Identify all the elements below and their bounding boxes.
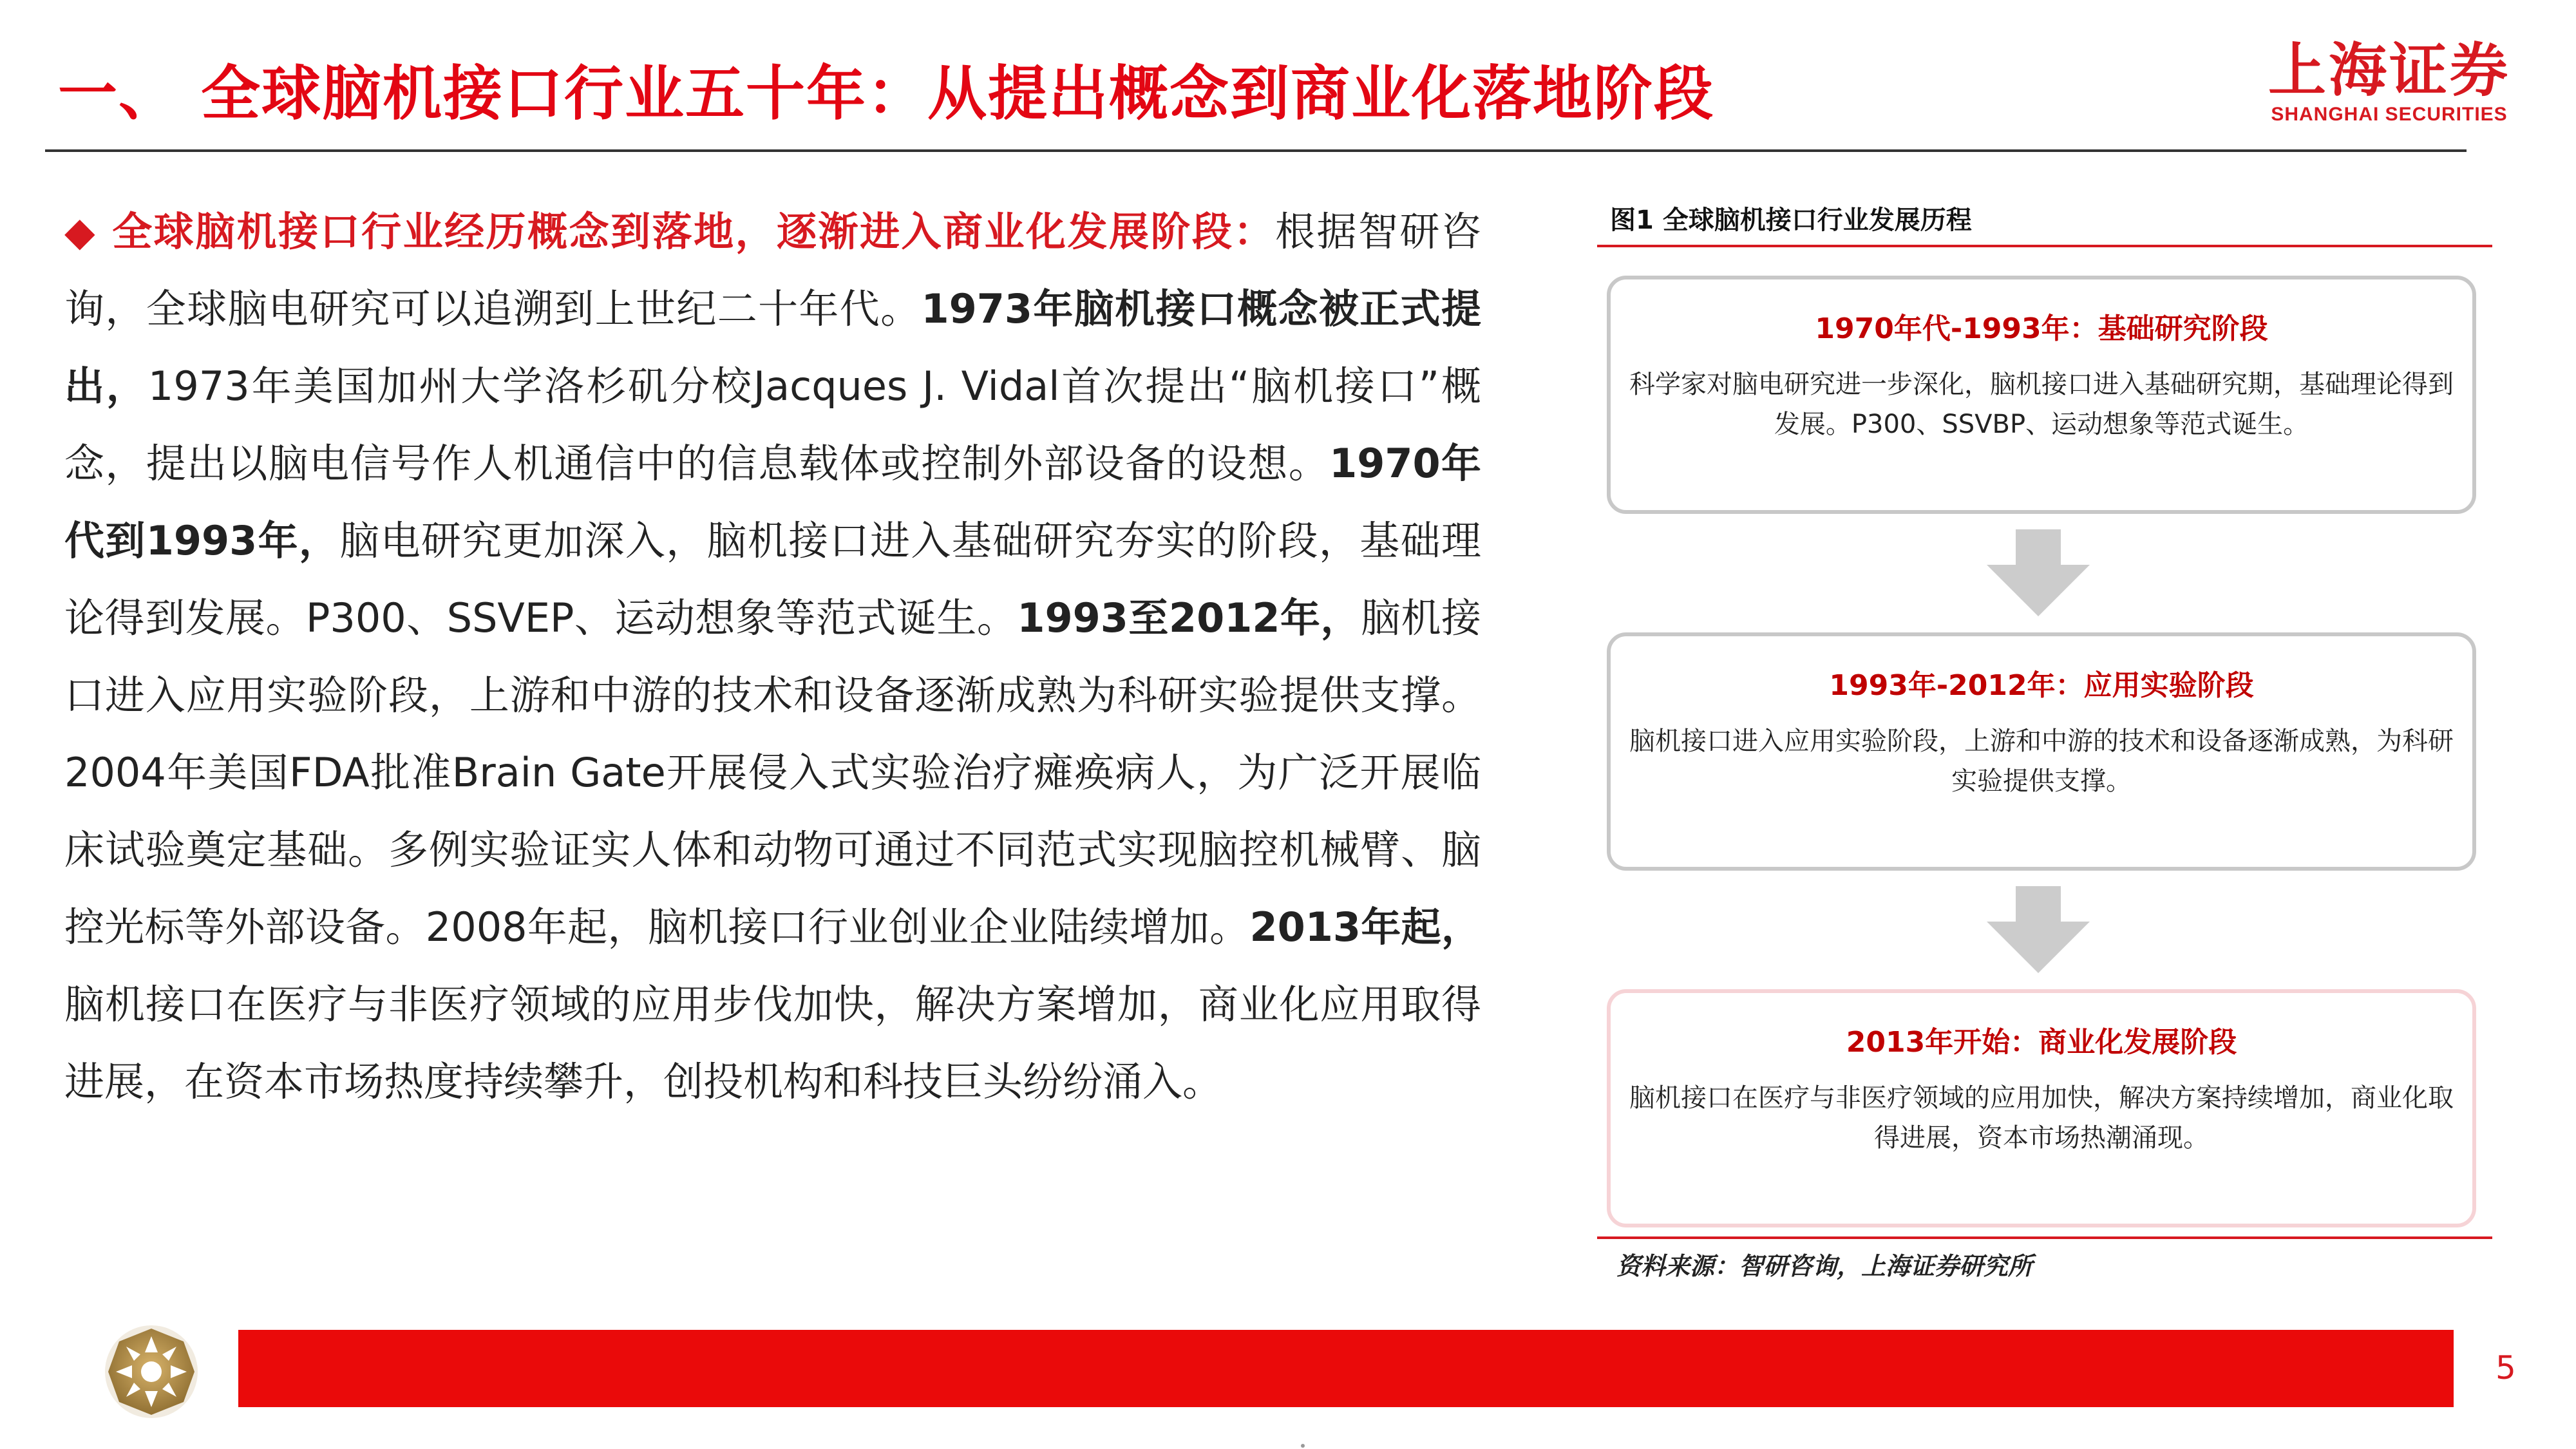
figure-top-rule <box>1597 245 2492 247</box>
diamond-bullet-icon: ◆ <box>64 208 97 255</box>
body-paragraph <box>64 193 1481 1121</box>
brand-logo <box>2267 39 2512 126</box>
down-arrow-icon <box>1987 886 2090 973</box>
down-arrow-icon <box>1987 529 2090 616</box>
stage-card-basic-research <box>1607 276 2476 514</box>
bold-segment-1973: 1973年脑机接口概念被正式提出， <box>64 285 1481 410</box>
stage-title: 1970年代-1993年：基础研究阶段 <box>1815 312 2268 345</box>
text-segment-4: 脑机接口进入应用实验阶段，上游和中游的技术和设备逐渐成熟为科研实验提供支撑。2004年美国FDA批准Brain Gate开展侵入式实验治疗瘫痪病人，为广泛开展临床试验奠定基础。多例实验证实人体和动物可通过不同范式实现脑控机械臂、脑控光标等外部设备。2008年起，脑机接口行业创业企业陆续增加。 <box>64 594 1481 951</box>
figure-title: 图1 全球脑机接口行业发展历程 <box>1610 205 1972 235</box>
decorative-dot <box>1301 1444 1305 1448</box>
text-segment-1: 根据智研咨询，全球脑电研究可以追溯到上世纪二十年代。 <box>64 208 1481 332</box>
lead-sentence: 全球脑机接口行业经历概念到落地，逐渐进入商业化发展阶段： <box>112 208 1276 255</box>
footer-red-band <box>238 1330 2454 1407</box>
page-title: 一、 全球脑机接口行业五十年：从提出概念到商业化落地阶段 <box>58 59 1715 128</box>
bold-segment-1970s: 1970年代到1993年， <box>64 440 1481 564</box>
stage-description: 科学家对脑电研究进一步深化，脑机接口进入基础研究期，基础理论得到发展。P300、SSVBP、运动想象等范式诞生。 <box>1629 370 2454 439</box>
stage-title: 2013年开始：商业化发展阶段 <box>1846 1026 2237 1059</box>
stage-title: 1993年-2012年：应用实验阶段 <box>1829 669 2254 702</box>
bold-segment-2013: 2013年起， <box>1249 904 1481 951</box>
page-number: 5 <box>2496 1349 2516 1387</box>
stage-card-commercialization <box>1607 989 2476 1227</box>
text-segment-2: 1973年美国加州大学洛杉矶分校Jacques J. Vidal首次提出“脑机接口”概念，提出以脑电信号作人机通信中的信息载体或控制外部设备的设想。 <box>64 363 1481 487</box>
header-divider <box>45 149 2467 152</box>
stage-card-application-experiment <box>1607 632 2476 871</box>
company-emblem-icon <box>103 1323 200 1420</box>
figure-source: 资料来源：智研咨询，上海证券研究所 <box>1616 1252 2033 1280</box>
stage-description: 脑机接口在医疗与非医疗领域的应用加快，解决方案持续增加，商业化取得进展，资本市场热潮涌现。 <box>1629 1083 2454 1153</box>
brand-name-en: SHANGHAI SECURITIES <box>2271 104 2508 125</box>
stage-description: 脑机接口进入应用实验阶段，上游和中游的技术和设备逐渐成熟，为科研实验提供支撑。 <box>1629 726 2454 796</box>
text-segment-5: 脑机接口在医疗与非医疗领域的应用步伐加快，解决方案增加，商业化应用取得进展，在资本市场热度持续攀升，创投机构和科技巨头纷纷涌入。 <box>64 981 1481 1105</box>
text-segment-3: 脑电研究更加深入，脑机接口进入基础研究夯实的阶段，基础理论得到发展。P300、SSVEP、运动想象等范式诞生。 <box>64 517 1481 641</box>
brand-name-cn: 上海证券 <box>2268 37 2510 104</box>
figure-bottom-rule <box>1597 1236 2492 1239</box>
bold-segment-1993: 1993至2012年， <box>1017 594 1361 641</box>
